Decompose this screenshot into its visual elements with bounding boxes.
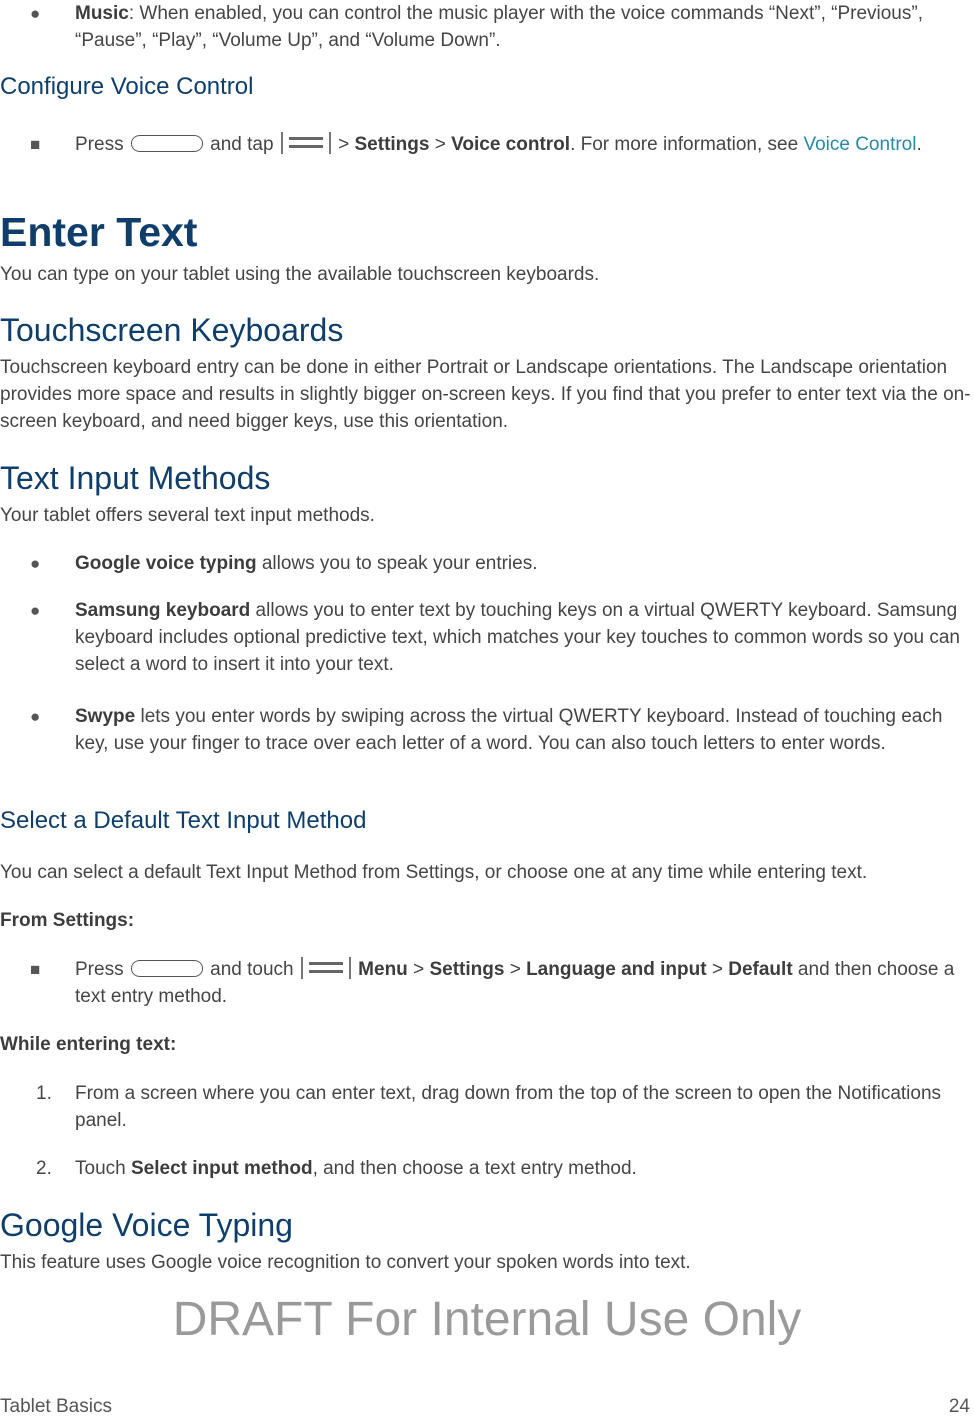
step-number: 2. (36, 1158, 52, 1179)
input-method-desc: allows you to speak your entries. (256, 553, 538, 574)
list-item (0, 550, 974, 577)
input-method-term: Google voice typing (75, 553, 257, 574)
default-method-intro: You can select a default Text Input Method from Settings, or choose one at any time while entering text. (0, 862, 868, 883)
voice-control-link[interactable]: Voice Control (803, 134, 917, 155)
step-text (75, 1155, 970, 1182)
text-input-methods-intro: Your tablet offers several text input methods. (0, 505, 375, 526)
default-term: Default (728, 959, 793, 980)
input-method-text (75, 597, 970, 678)
list-item (0, 703, 974, 757)
footer-section: Tablet Basics (0, 1396, 112, 1417)
input-method-text (75, 550, 970, 577)
list-item (0, 597, 974, 678)
separator: > (434, 134, 446, 155)
press-word: Press (75, 959, 124, 980)
numbered-step (0, 1080, 974, 1134)
configure-voice-heading: Configure Voice Control (0, 73, 254, 100)
input-method-term: Samsung keyboard (75, 600, 251, 621)
separator: > (338, 134, 350, 155)
bullet-marker: ● (30, 707, 41, 726)
separator: > (711, 959, 723, 980)
footer-page-number: 24 (948, 1396, 970, 1417)
menu-key-icon (301, 957, 351, 979)
step-number: 1. (36, 1083, 52, 1104)
configure-voice-text (75, 131, 970, 158)
more-info-text: . For more information, see (570, 134, 799, 155)
bullet-marker: ● (30, 4, 41, 23)
draft-watermark: DRAFT For Internal Use Only (172, 1293, 802, 1346)
and-tap-word: and tap (210, 134, 274, 155)
music-desc: : When enabled, you can control the music player with the voice commands “Next”, “Previous”, “Pause”, “Play”, “Volume Up”, and “Volume Down”. (75, 3, 923, 51)
input-method-term: Swype (75, 706, 136, 727)
step-tail: and then choose a text entry method. (75, 959, 955, 1007)
bullet-marker: ● (30, 601, 41, 620)
music-item-text (75, 0, 970, 54)
square-marker: ■ (30, 960, 41, 979)
step-pre: Touch (75, 1158, 131, 1179)
music-bullet-item (0, 0, 974, 54)
from-settings-label: From Settings: (0, 910, 135, 931)
and-touch-word: and touch (210, 959, 294, 980)
separator: > (509, 959, 521, 980)
select-input-method-term: Select input method (130, 1158, 313, 1179)
period: . (916, 134, 922, 155)
language-term: Language and input (526, 959, 707, 980)
square-marker: ■ (30, 135, 41, 154)
default-method-step-text (75, 956, 970, 1010)
music-term: Music (75, 3, 129, 24)
input-method-desc: allows you to enter text by touching keys on a virtual QWERTY keyboard. Samsung keyboard includes optional predictive text, which matches your key touches to common words so you can select a word to insert it into your text. (75, 600, 961, 675)
home-key-icon (131, 135, 203, 152)
home-key-icon (131, 960, 203, 977)
touchscreen-keyboards-body: Touchscreen keyboard entry can be done in either Portrait or Landscape orientations. The Landscape orientation provides more space and results in slightly bigger on-screen keys. If you find that you prefer to enter text via the on-screen keyboard, and need bigger keys, use this orientation. (0, 357, 971, 432)
menu-key-icon (281, 132, 331, 154)
default-method-heading: Select a Default Text Input Method (0, 807, 367, 834)
enter-text-intro: You can type on your tablet using the available touchscreen keyboards. (0, 264, 600, 285)
step-post: , and then choose a text entry method. (312, 1158, 637, 1179)
input-method-desc: lets you enter words by swiping across the virtual QWERTY keyboard. Instead of touching each key, use your finger to trace over each letter of a word. You can also touch letters to enter words. (75, 706, 943, 754)
press-word: Press (75, 134, 124, 155)
bullet-marker: ● (30, 554, 41, 573)
voice-control-term: Voice control (451, 134, 571, 155)
menu-term: Menu (358, 959, 408, 980)
numbered-step (0, 1155, 974, 1182)
settings-term: Settings (354, 134, 430, 155)
google-voice-typing-heading: Google Voice Typing (0, 1207, 293, 1243)
while-entering-label: While entering text: (0, 1034, 177, 1055)
touchscreen-keyboards-heading: Touchscreen Keyboards (0, 312, 344, 348)
text-input-methods-heading: Text Input Methods (0, 460, 271, 496)
input-method-text (75, 703, 970, 757)
enter-text-heading: Enter Text (0, 209, 198, 255)
configure-voice-step (0, 131, 974, 158)
default-method-step (0, 956, 974, 1010)
separator: > (413, 959, 425, 980)
google-voice-typing-body: This feature uses Google voice recognition to convert your spoken words into text. (0, 1252, 691, 1273)
settings-term: Settings (429, 959, 505, 980)
step-text: From a screen where you can enter text, drag down from the top of the screen to open the Notifications panel. (75, 1083, 942, 1131)
